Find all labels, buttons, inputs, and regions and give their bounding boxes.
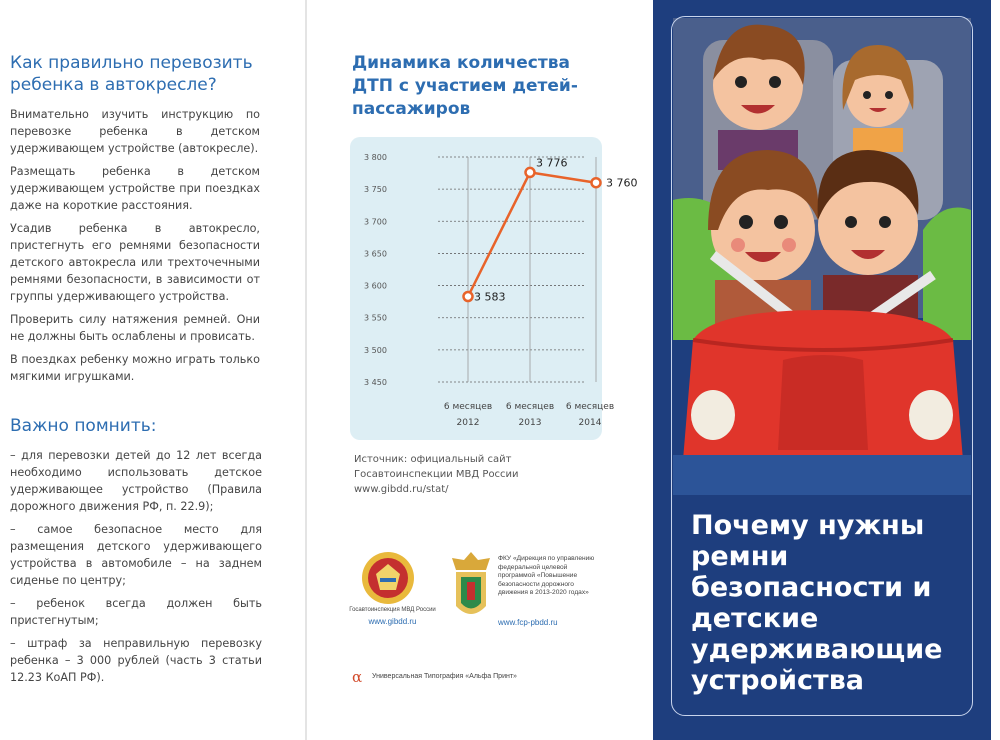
paragraph-5: В поездках ребенку можно играть только мягкими игрушками. [10, 353, 260, 383]
fku-emblem-icon [446, 548, 496, 628]
y-tick-label: 3 800 [364, 153, 387, 162]
y-tick-label: 3 650 [364, 249, 387, 259]
list-item: – для перевозки детей до 12 лет всегда необходимо использовать детское удерживающее устройство (Правила дорожного движения РФ, п. 22.9); [10, 449, 262, 513]
x-tick-label: 6 месяцев [565, 402, 615, 412]
paragraph-4: Проверить силу натяжения ремней. Они не должны быть ослаблены и провисать. [10, 313, 260, 343]
x-tick-label: 2014 [578, 418, 602, 428]
chart-title: Динамика количества ДТП с участием детей-пассажиров [352, 53, 578, 119]
gibdd-caption: Госавтоинспекция МВД России [349, 607, 436, 613]
middle-panel [310, 0, 650, 740]
list-item: – самое безопасное место для размещения детского удерживающего устройства в автомобиле – на заднем сиденье по центру; [10, 523, 262, 587]
data-point [526, 168, 535, 177]
paragraph-1: Внимательно изучить инструкцию по перевозке ребенка в детском удерживающем устройстве (автокресле). [10, 108, 260, 155]
data-point [592, 178, 601, 187]
paragraph-3: Усадив ребенка в автокресло, пристегнуть его ремнями безопасности детского автокресла или трехточечными ремнями безопасности, в зависимости от группы удерживающего устройства. [10, 222, 260, 303]
line-chart [350, 137, 638, 440]
data-label: 3 583 [474, 290, 506, 304]
fku-description: ФКУ «Дирекция по управлению федеральной целевой программой «Повышение безопасности дорожного движения в 2013-2020 годах» [498, 555, 595, 596]
data-point [464, 292, 473, 301]
paragraph-2: Размещать ребенка в детском удерживающем устройстве при поездках даже на короткие расстояния. [10, 165, 260, 212]
list-item: – штраф за неправильную перевозку ребенка – 3 000 рублей (часть 3 статьи 12.23 КоАП РФ). [10, 637, 262, 684]
gibdd-emblem-icon [358, 548, 418, 608]
alpha-logo-icon: α [352, 668, 363, 686]
series-line [468, 172, 596, 296]
list-item: – ребенок всегда должен быть пристегнутым; [10, 597, 262, 627]
y-tick-label: 3 500 [364, 345, 387, 355]
y-tick-label: 3 700 [364, 217, 387, 227]
y-tick-label: 3 750 [364, 185, 387, 195]
heading-remember: Важно помнить: [10, 416, 157, 436]
printer-name: Универсальная Типография «Альфа Принт» [372, 673, 517, 680]
gibdd-link[interactable]: www.gibdd.ru [368, 617, 417, 626]
fku-link[interactable]: www.fcp-pbdd.ru [498, 618, 558, 627]
x-tick-label: 2012 [456, 418, 480, 428]
heading-how-to-transport: Как правильно перевозить ребенка в автокресле? [10, 53, 253, 95]
y-tick-label: 3 600 [364, 281, 387, 291]
chart-container [350, 137, 638, 440]
x-tick-label: 2013 [518, 418, 542, 428]
reminder-list [10, 447, 262, 686]
cover-panel [653, 0, 991, 740]
y-tick-label: 3 450 [364, 378, 387, 387]
left-panel [0, 0, 305, 740]
x-tick-label: 6 месяцев [505, 402, 555, 412]
x-tick-label: 6 месяцев [443, 402, 493, 412]
source-note: Источник: официальный сайт Госавтоинспекции МВД России www.gibdd.ru/stat/ [354, 454, 519, 495]
data-label: 3 760 [606, 176, 638, 190]
fold-line [305, 0, 307, 740]
data-label: 3 776 [536, 156, 568, 170]
y-tick-label: 3 550 [364, 313, 387, 323]
cover-title: Почему нужны ремни безопасности и детские удерживающие устройства [691, 510, 943, 696]
